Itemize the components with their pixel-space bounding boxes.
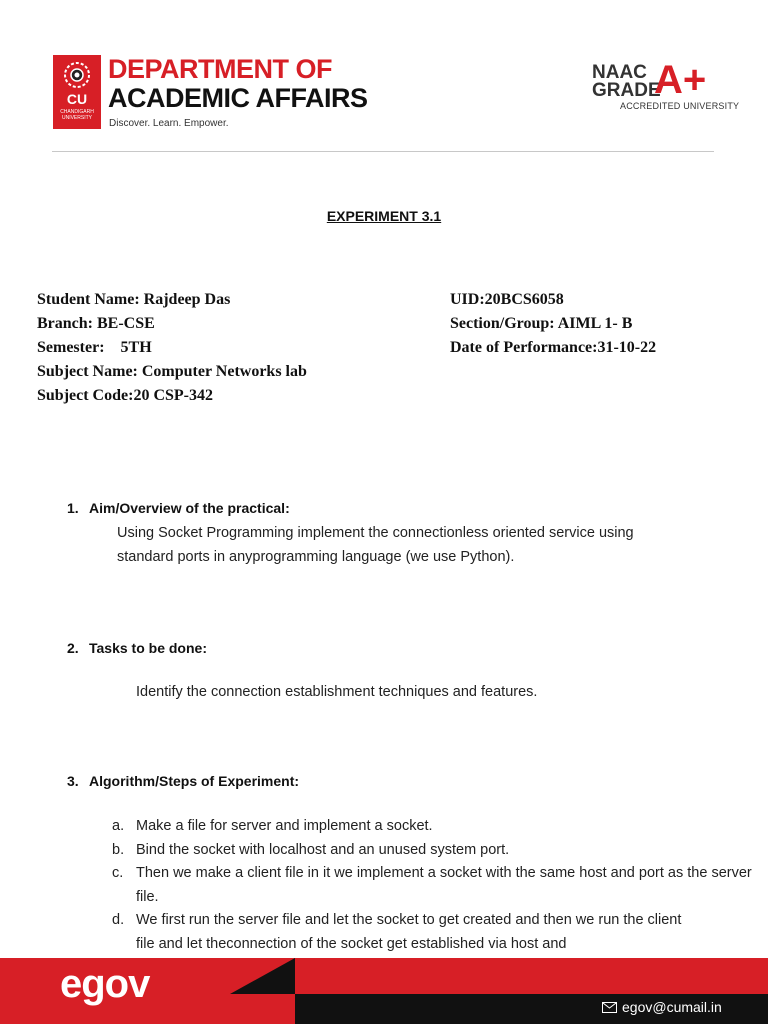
date-of-performance: Date of Performance:31-10-22 [450, 339, 657, 356]
algorithm-steps [112, 815, 752, 956]
list-item [112, 862, 752, 909]
step-text: We first run the server file and let the socket to get created and then we run the client file and let theconnection of the socket get established via host and [136, 912, 682, 952]
step-letter: b. [112, 841, 125, 858]
section-heading-tasks [67, 640, 207, 656]
section-group: Section/Group: AIML 1- B [450, 315, 633, 332]
semester: Semester: 5TH [37, 339, 152, 356]
naac-label: NAAC [592, 62, 647, 83]
grade-aplus: A+ [654, 58, 707, 102]
step-text: Make a file for server and implement a socket. [136, 818, 433, 834]
task-line: Identify the connection establishment techniques and features. [136, 684, 538, 700]
footer-slant [230, 958, 295, 994]
logo-text: CU [66, 91, 88, 107]
section-title: Tasks to be done: [89, 640, 207, 656]
step-text: Bind the socket with localhost and an unused system port. [136, 841, 510, 858]
section-title: Algorithm/Steps of Experiment: [89, 773, 300, 789]
experiment-title: EXPERIMENT 3.1 [326, 208, 442, 224]
student-info-right [450, 288, 656, 360]
aim-line: Using Socket Programming implement the connectionless oriented service using [117, 525, 634, 541]
section-heading-algorithm [67, 773, 299, 789]
tasks-text [136, 680, 537, 704]
section-number: 3. [67, 773, 79, 789]
step-text: Then we make a client file in it we implement a socket with the same host and port as the server file. [136, 865, 752, 905]
logo-subtext: CHANDIGARH UNIVERSITY [60, 109, 94, 121]
student-name: Student Name: Rajdeep Das [37, 291, 231, 308]
section-number: 1. [67, 500, 79, 516]
emblem-icon [61, 59, 93, 91]
accredited-label: ACCREDITED UNIVERSITY [620, 101, 740, 111]
header-divider [52, 151, 714, 152]
egov-logo: egov [60, 962, 150, 1006]
uid: UID:20BCS6058 [450, 291, 564, 308]
subject-code: Subject Code:20 CSP-342 [37, 387, 213, 404]
aim-text [117, 521, 634, 569]
footer-email[interactable]: egov@cumail.in [622, 999, 722, 1015]
step-letter: d. [112, 912, 125, 928]
list-item [112, 815, 752, 839]
section-title: Aim/Overview of the practical: [89, 500, 290, 516]
department-title-line2: ACADEMIC AFFAIRS [108, 83, 368, 113]
tagline: Discover. Learn. Empower. [109, 118, 229, 129]
student-info-left [37, 288, 307, 408]
mail-icon [602, 1002, 617, 1013]
university-logo [53, 55, 101, 129]
step-letter: a. [112, 818, 125, 834]
branch: Branch: BE-CSE [37, 315, 155, 332]
list-item [112, 909, 696, 956]
grade-label: GRADE [592, 80, 661, 101]
section-number: 2. [67, 640, 79, 656]
section-heading-aim [67, 500, 290, 516]
department-title-line1: DEPARTMENT OF [108, 54, 332, 84]
step-letter: c. [112, 865, 124, 881]
aim-line: standard ports in anyprogramming language (we use Python). [117, 549, 515, 565]
subject-name: Subject Name: Computer Networks lab [37, 363, 307, 380]
list-item [112, 839, 752, 863]
